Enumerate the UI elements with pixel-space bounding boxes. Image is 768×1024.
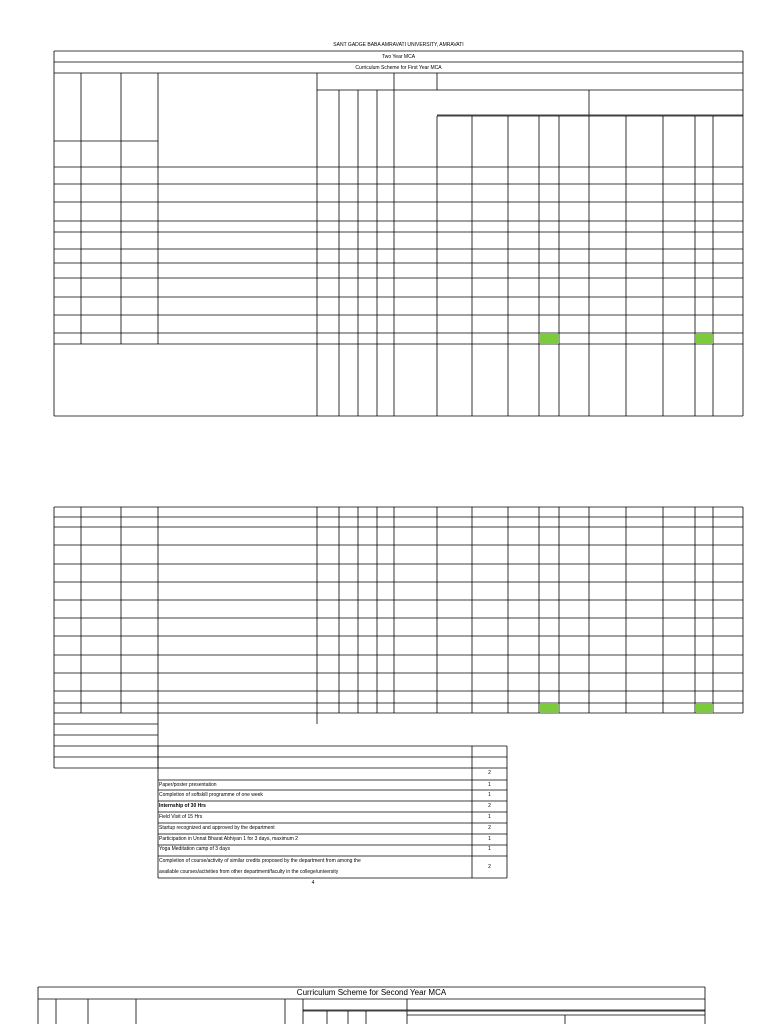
activity-row-label: Startup recognized and approved by the department xyxy=(159,824,275,831)
activity-row-credits: 1 xyxy=(488,781,491,788)
activity-row-label: Field Visit of 15 Hrs xyxy=(159,813,203,820)
table2-highlight-cell xyxy=(696,704,713,713)
scheme-title: Curriculum Scheme for First Year MCA xyxy=(355,64,442,71)
activity-row-label: Participation in Unnat Bharat Abhiyan 1 for 3 days, maximum 2 xyxy=(159,835,298,842)
activity-row-credits: 1 xyxy=(488,835,491,842)
activity-row-label: Internship of 30 Hrs xyxy=(159,802,206,809)
page-number: 4 xyxy=(311,880,315,886)
table1-highlight-cell xyxy=(696,334,713,344)
second-year-title: Curriculum Scheme for Second Year MCA xyxy=(296,988,447,997)
activity-row-label-continued: available courses/activities from other department/faculty in the college/university xyxy=(159,868,339,875)
activity-row-credits: 2 xyxy=(488,802,491,809)
activity-row-label: Completion of softskill programme of one week xyxy=(159,792,263,798)
activity-row-label: Yoga Meditation camp of 3 days xyxy=(159,846,230,852)
activity-row-label: Paper/poster presentation xyxy=(159,781,217,788)
activity-row-credits: 2 xyxy=(488,863,491,870)
activity-row-credits: 1 xyxy=(488,792,491,798)
university-name: SANT GADGE BABA AMRAVATI UNIVERSITY, AMRAVATI xyxy=(333,42,464,48)
activity-row-credits: 1 xyxy=(488,846,491,852)
activity-row-label: Completion of course/activity of similar credits proposed by the department from among the xyxy=(159,857,361,864)
activity-row-credits: 2 xyxy=(488,770,491,776)
program-title: Two Year MCA xyxy=(381,54,416,60)
table1-highlight-cell xyxy=(540,334,559,344)
activity-row-credits: 2 xyxy=(488,824,491,831)
activity-row-credits: 1 xyxy=(488,813,491,820)
table2-highlight-cell xyxy=(540,704,559,713)
